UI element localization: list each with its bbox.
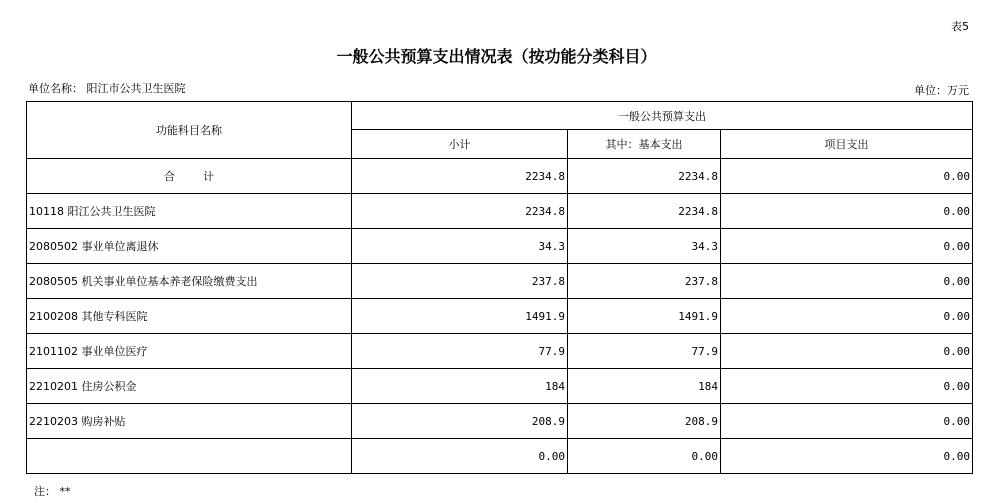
total-label-b: 计 (203, 170, 214, 183)
row-subtotal: 237.8 (352, 264, 568, 299)
header-row-1 (27, 102, 973, 130)
table-row (27, 404, 973, 439)
row-basic: 237.8 (568, 264, 721, 299)
row-name: 10118 阳江公共卫生医院 (27, 194, 352, 229)
row-basic: 0.00 (568, 439, 721, 474)
row-project: 0.00 (721, 194, 973, 229)
row-name: 2210201 住房公积金 (27, 369, 352, 404)
row-project: 0.00 (721, 404, 973, 439)
row-project: 0.00 (721, 299, 973, 334)
column-header-basic: 其中：基本支出 (568, 130, 721, 159)
total-label-a: 合 (164, 170, 175, 183)
row-subtotal: 2234.8 (352, 194, 568, 229)
row-project: 0.00 (721, 264, 973, 299)
row-basic: 208.9 (568, 404, 721, 439)
row-name (27, 439, 352, 474)
column-header-group: 一般公共预算支出 (352, 102, 973, 130)
row-name: 2080502 事业单位离退休 (27, 229, 352, 264)
row-basic: 1491.9 (568, 299, 721, 334)
row-basic: 77.9 (568, 334, 721, 369)
footnote: 注： ** (34, 485, 71, 498)
row-subtotal: 208.9 (352, 404, 568, 439)
total-basic: 2234.8 (568, 159, 721, 194)
total-label (27, 159, 352, 194)
table-row (27, 264, 973, 299)
table-number: 表5 (951, 20, 969, 33)
row-name: 2100208 其他专科医院 (27, 299, 352, 334)
total-row (27, 159, 973, 194)
row-name: 2210203 购房补贴 (27, 404, 352, 439)
row-basic: 184 (568, 369, 721, 404)
total-subtotal: 2234.8 (352, 159, 568, 194)
table-row (27, 439, 973, 474)
column-header-project: 项目支出 (721, 130, 973, 159)
row-basic: 2234.8 (568, 194, 721, 229)
row-subtotal: 1491.9 (352, 299, 568, 334)
total-project: 0.00 (721, 159, 973, 194)
table-row (27, 334, 973, 369)
row-name: 2101102 事业单位医疗 (27, 334, 352, 369)
row-name: 2080505 机关事业单位基本养老保险缴费支出 (27, 264, 352, 299)
row-subtotal: 77.9 (352, 334, 568, 369)
table-row (27, 194, 973, 229)
currency-unit-label: 单位：万元 (914, 84, 969, 97)
expenditure-table (26, 101, 973, 474)
row-subtotal: 184 (352, 369, 568, 404)
row-subtotal: 0.00 (352, 439, 568, 474)
row-subtotal: 34.3 (352, 229, 568, 264)
row-project: 0.00 (721, 439, 973, 474)
row-project: 0.00 (721, 229, 973, 264)
page-title: 一般公共预算支出情况表（按功能分类科目） (336, 47, 657, 66)
row-project: 0.00 (721, 369, 973, 404)
column-header-category: 功能科目名称 (27, 102, 352, 159)
table-row (27, 229, 973, 264)
column-header-subtotal: 小计 (352, 130, 568, 159)
row-project: 0.00 (721, 334, 973, 369)
table-row (27, 299, 973, 334)
row-basic: 34.3 (568, 229, 721, 264)
table-row (27, 369, 973, 404)
unit-name-label: 单位名称： 阳江市公共卫生医院 (28, 82, 186, 95)
